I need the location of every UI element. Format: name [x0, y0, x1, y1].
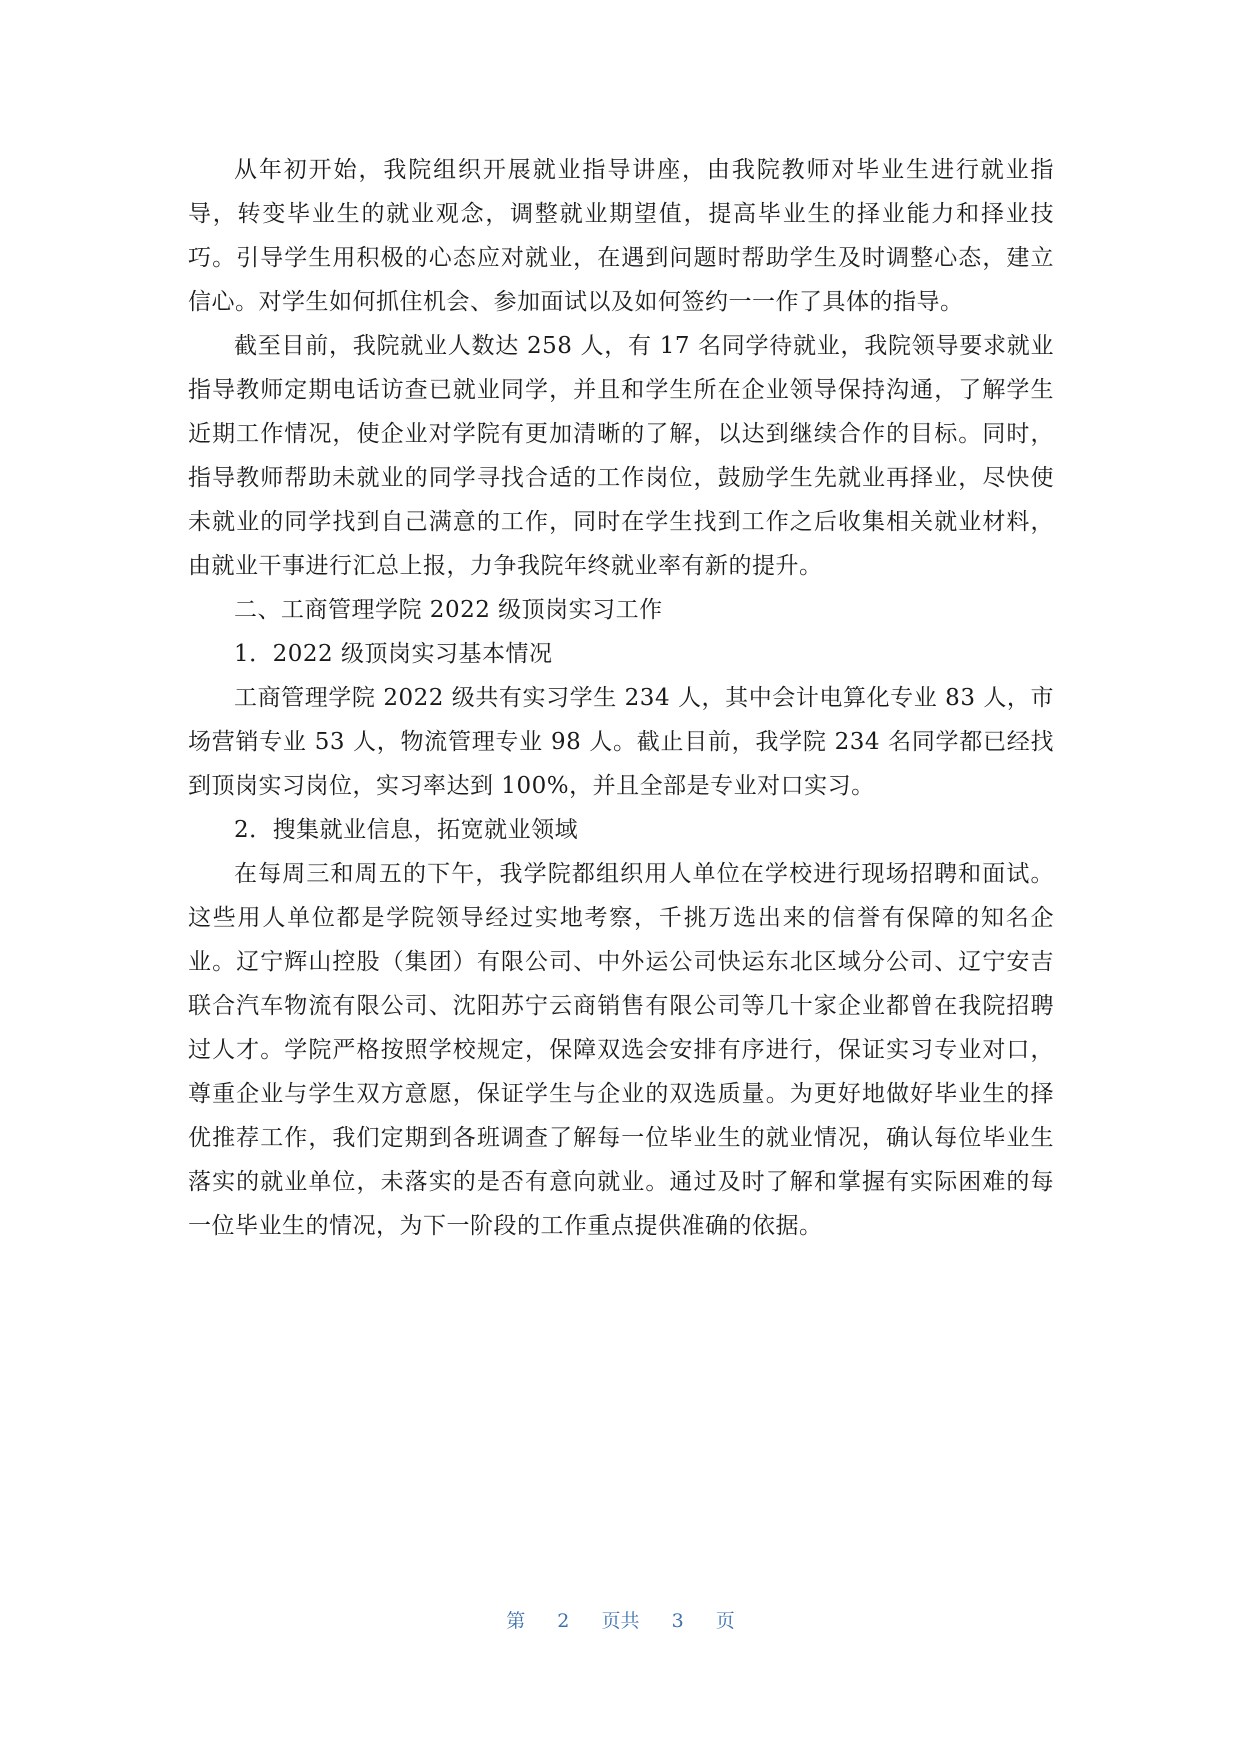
section-heading-internship: 二、工商管理学院 2022 级顶岗实习工作	[234, 597, 663, 623]
paragraph-recruitment: 在每周三和周五的下午，我学院都组织用人单位在学校进行现场招聘和面试。这些用人单位都是学院领导经过实地考察，千挑万选出来的信誉有保障的知名企业。辽宁辉山控股（集团）有限公司、中外运公司快运东北区域分公司、辽宁安吉联合汽车物流有限公司、沈阳苏宁云商销售有限公司等几十家企业都曾在我院招聘过人才。学院严格按照学校规定，保障双选会安排有序进行，保证实习专业对口，尊重企业与学生双方意愿，保证学生与企业的双选质量。为更好地做好毕业生的择优推荐工作，我们定期到各班调查了解每一位毕业生的就业情况，确认每位毕业生落实的就业单位，未落实的是否有意向就业。通过及时了解和掌握有实际困难的每一位毕业生的情况，为下一阶段的工作重点提供准确的依据。	[188, 861, 1054, 1239]
footer-middle: 页共	[601, 1610, 640, 1632]
document-body	[188, 148, 1054, 1248]
page-footer	[0, 1606, 1241, 1633]
subheading-job-info: 2．搜集就业信息，拓宽就业领域	[234, 817, 579, 843]
paragraph-career-guidance: 从年初开始，我院组织开展就业指导讲座，由我院教师对毕业生进行就业指导，转变毕业生的就业观念，调整就业期望值，提高毕业生的择业能力和择业技巧。引导学生用积极的心态应对就业，在遇到问题时帮助学生及时调整心态，建立信心。对学生如何抓住机会、参加面试以及如何签约一一作了具体的指导。	[188, 157, 1054, 315]
footer-suffix: 页	[715, 1610, 735, 1632]
footer-total-pages: 3	[671, 1610, 684, 1632]
subheading-internship-basics: 1．2022 级顶岗实习基本情况	[234, 641, 553, 667]
footer-current-page: 2	[557, 1610, 570, 1632]
paragraph-internship-stats: 工商管理学院 2022 级共有实习学生 234 人，其中会计电算化专业 83 人，市场营销专业 53 人，物流管理专业 98 人。截止目前，我学院 234 名同学都已经找到顶岗实习岗位，实习率达到 100%，并且全部是专业对口实习。	[188, 685, 1054, 799]
paragraph-employment-status: 截至目前，我院就业人数达 258 人，有 17 名同学待就业，我院领导要求就业指导教师定期电话访查已就业同学，并且和学生所在企业领导保持沟通，了解学生近期工作情况，使企业对学院有更加清晰的了解，以达到继续合作的目标。同时，指导教师帮助未就业的同学寻找合适的工作岗位，鼓励学生先就业再择业，尽快使未就业的同学找到自己满意的工作，同时在学生找到工作之后收集相关就业材料，由就业干事进行汇总上报，力争我院年终就业率有新的提升。	[188, 333, 1054, 579]
footer-prefix: 第	[506, 1610, 526, 1632]
